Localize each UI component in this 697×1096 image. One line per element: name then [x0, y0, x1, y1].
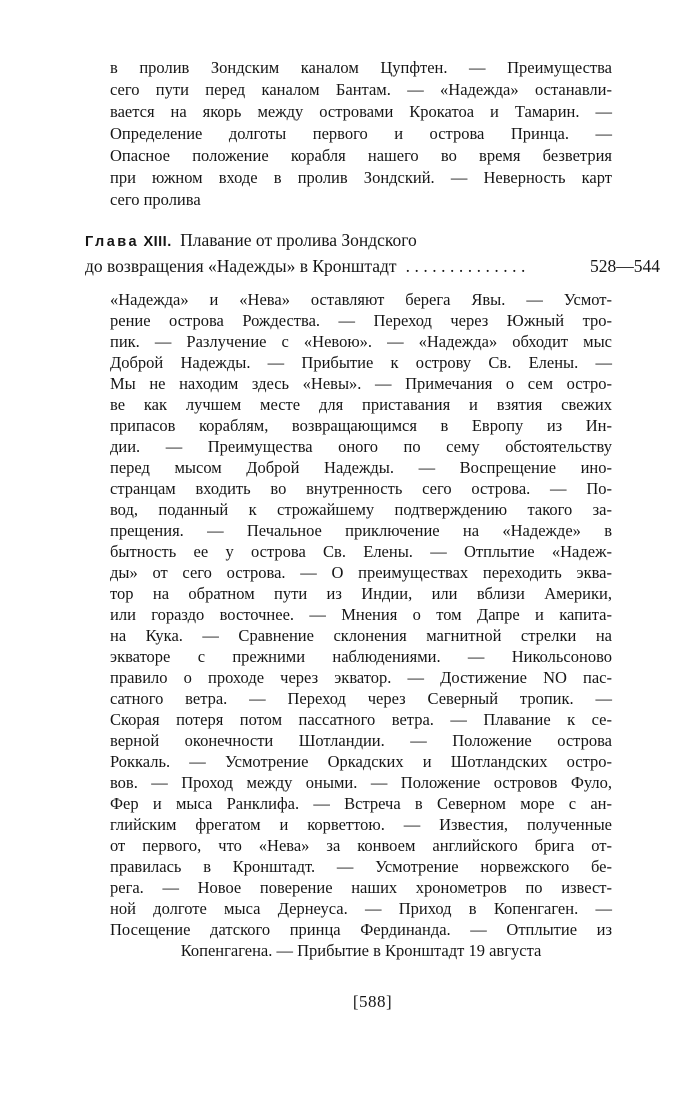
text-line: дии. — Преимущества оного по сему обстоятельству [110, 437, 612, 456]
text-line: рега. — Новое поверение наших хронометров по извест- [110, 878, 612, 897]
text-line: в пролив Зондским каналом Цупфтен. — Преимущества [110, 58, 612, 77]
chapter-heading-line1 [85, 228, 660, 254]
text-line: припасов кораблям, возвращающимся в Европу из Ин- [110, 416, 612, 435]
text-line: Мы не находим здесь «Невы». — Примечания о сем остро- [110, 374, 612, 393]
chapter-heading-line2 [85, 254, 660, 278]
page-number: [588] [352, 992, 393, 1011]
text-line: Роккаль. — Усмотрение Оркадских и Шотландских остро- [110, 752, 612, 771]
text-line: на Кука. — Сравнение склонения магнитной стрелки на [110, 626, 612, 645]
text-line: пик. — Разлучение с «Невою». — «Надежда» обходит мыс [110, 332, 612, 351]
chapter-title-line2: до возвращения «Надежды» в Кронштадт [85, 256, 397, 276]
text-line: рение острова Рождества. — Переход через Южный тро- [110, 311, 612, 330]
text-line: сего пути перед каналом Бантам. — «Надежда» останавли- [110, 80, 612, 99]
text-line: странцам входить во внутренность сего острова. — По- [110, 479, 612, 498]
text-line: экваторе с прежними наблюдениями. — Никольсоново [110, 647, 612, 666]
text-line: бытность ее у острова Св. Елены. — Отплытие «Надеж- [110, 542, 612, 561]
text-line: ной долготе мыса Дернеуса. — Приход в Копенгаген. — [110, 899, 612, 918]
chapter13-heading [85, 228, 660, 278]
text-line: Доброй Надежды. — Прибытие к острову Св. Елены. — [110, 353, 612, 372]
chapter-numeral: XIII. [143, 234, 172, 250]
text-line: ды» от сего острова. — О преимуществах переходить эква- [110, 563, 612, 582]
text-line: перед мысом Доброй Надежды. — Воспрещение ино- [110, 458, 612, 477]
chapter-page-range: 528—544 [590, 256, 660, 276]
text-line: Фер и мыса Ранклифа. — Встреча в Северном море с ан- [110, 794, 612, 813]
text-line: от первого, что «Нева» за конвоем английского брига от- [110, 836, 612, 855]
text-line: Опасное положение корабля нашего во время безветрия [110, 146, 612, 165]
text-line: сатного ветра. — Переход через Северный тропик. — [110, 689, 612, 708]
text-line: вод, поданный к строжайшему подтверждению такого за- [110, 500, 612, 519]
text-line: сего пролива [110, 190, 201, 209]
text-line: ве как лучшем месте для приставания и взятия свежих [110, 395, 612, 414]
text-line: Посещение датского принца Фердинанда. — Отплытие из [110, 920, 612, 939]
text-line: вов. — Проход между оными. — Положение островов Фуло, [110, 773, 612, 792]
text-line: глийским фрегатом и корветтою. — Известия, полученные [110, 815, 612, 834]
dot-leader: .............. [405, 256, 530, 276]
text-line: правилась в Кронштадт. — Усмотрение норвежского бе- [110, 857, 612, 876]
text-line: при южном входе в пролив Зондский. — Неверность карт [110, 168, 612, 187]
chapter-label: Глава [85, 234, 140, 250]
text-line: вается на якорь между островами Крокатоа и Тамарин. — [110, 102, 612, 121]
text-line: «Надежда» и «Нева» оставляют берега Явы. — Усмот- [110, 290, 612, 309]
text-line: правило о проходе через экватор. — Достижение NO пас- [110, 668, 612, 687]
text-line: прещения. — Печальное приключение на «Надежде» в [110, 521, 612, 540]
text-line: Скорая потеря потом пассатного ветра. — Плавание к се- [110, 710, 612, 729]
text-line: или гораздо восточнее. — Мнения о том Дапре и капита- [110, 605, 612, 624]
chapter13-summary [110, 289, 612, 961]
text-line: Определение долготы первого и острова Принца. — [110, 124, 612, 143]
text-line: тор на обратном пути из Индии, или вблизи Америки, [110, 584, 612, 603]
chapter12-summary-continuation [110, 57, 612, 211]
text-line: верной оконечности Шотландии. — Положение острова [110, 731, 612, 750]
text-line: Копенгагена. — Прибытие в Кронштадт 19 августа [180, 941, 542, 960]
chapter-title-line1: Плавание от пролива Зондского [180, 230, 417, 250]
